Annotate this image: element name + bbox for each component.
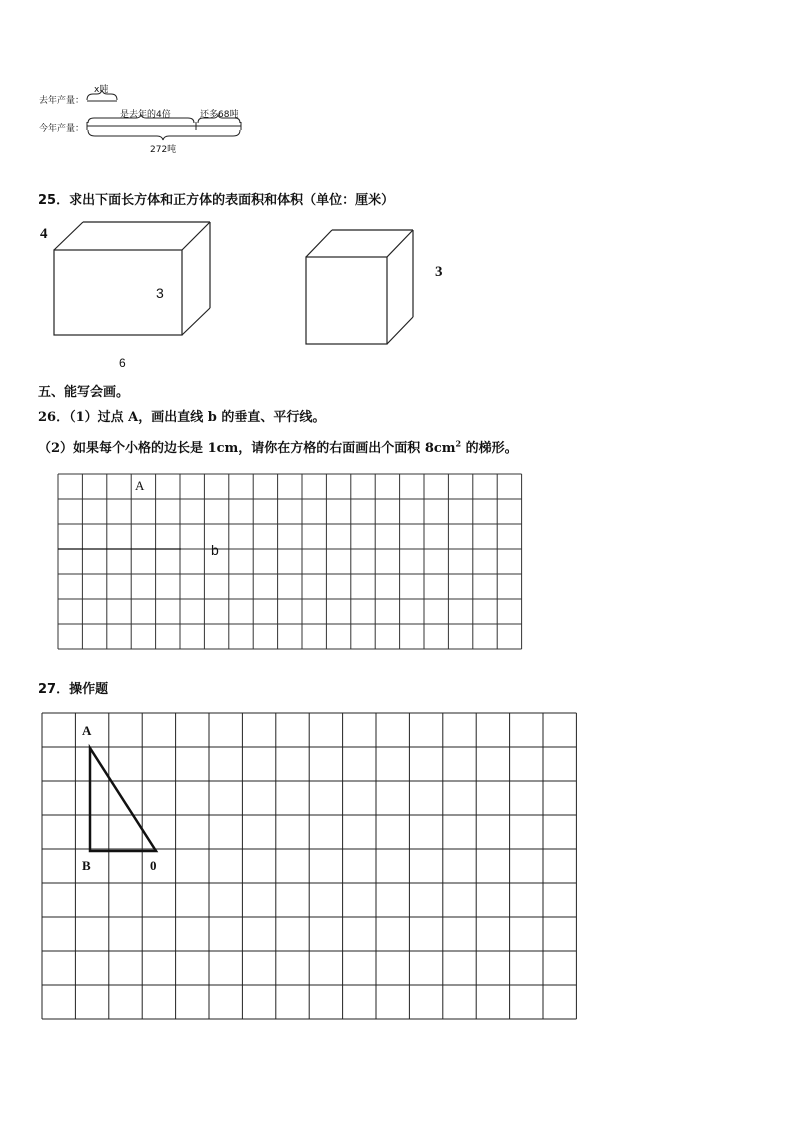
q26-line-b-label: b	[211, 542, 219, 558]
q25-title: 25．求出下面长方体和正方体的表面积和体积（单位：厘米）	[38, 193, 395, 208]
triangle-abo	[90, 748, 156, 851]
q27-point-o: 0	[150, 858, 157, 873]
q27-title: 27．操作题	[38, 682, 109, 697]
q26-part2-sup: 2	[455, 438, 462, 449]
q26-part1: 26．（1）过点 A，画出直线 b 的垂直、平行线。	[38, 410, 326, 425]
cube-edge-label: 3	[435, 264, 443, 280]
cuboid-length-label: 6	[119, 356, 126, 370]
more-label: 还多68吨	[200, 110, 239, 120]
q26-part2-prefix: （2）如果每个小格的边长是 1cm，请你在方格的右面画出个面积 8cm	[38, 441, 456, 456]
q26-part2-suffix: 的梯形。	[461, 441, 518, 456]
last-year-label: 去年产量：	[39, 96, 85, 106]
q26-point-a: A	[135, 478, 145, 493]
section5-title: 五、能写会画。	[38, 385, 130, 400]
x-label: x吨	[94, 85, 109, 95]
q27-point-b: B	[82, 858, 91, 873]
cuboid-depth-label: 4	[40, 226, 48, 242]
cuboid-height-label: 3	[156, 285, 164, 301]
q27-point-a: A	[82, 723, 92, 738]
times-label: 是去年的4倍	[120, 110, 171, 120]
this-year-label: 今年产量：	[39, 124, 85, 134]
total-label: 272吨	[150, 145, 177, 155]
